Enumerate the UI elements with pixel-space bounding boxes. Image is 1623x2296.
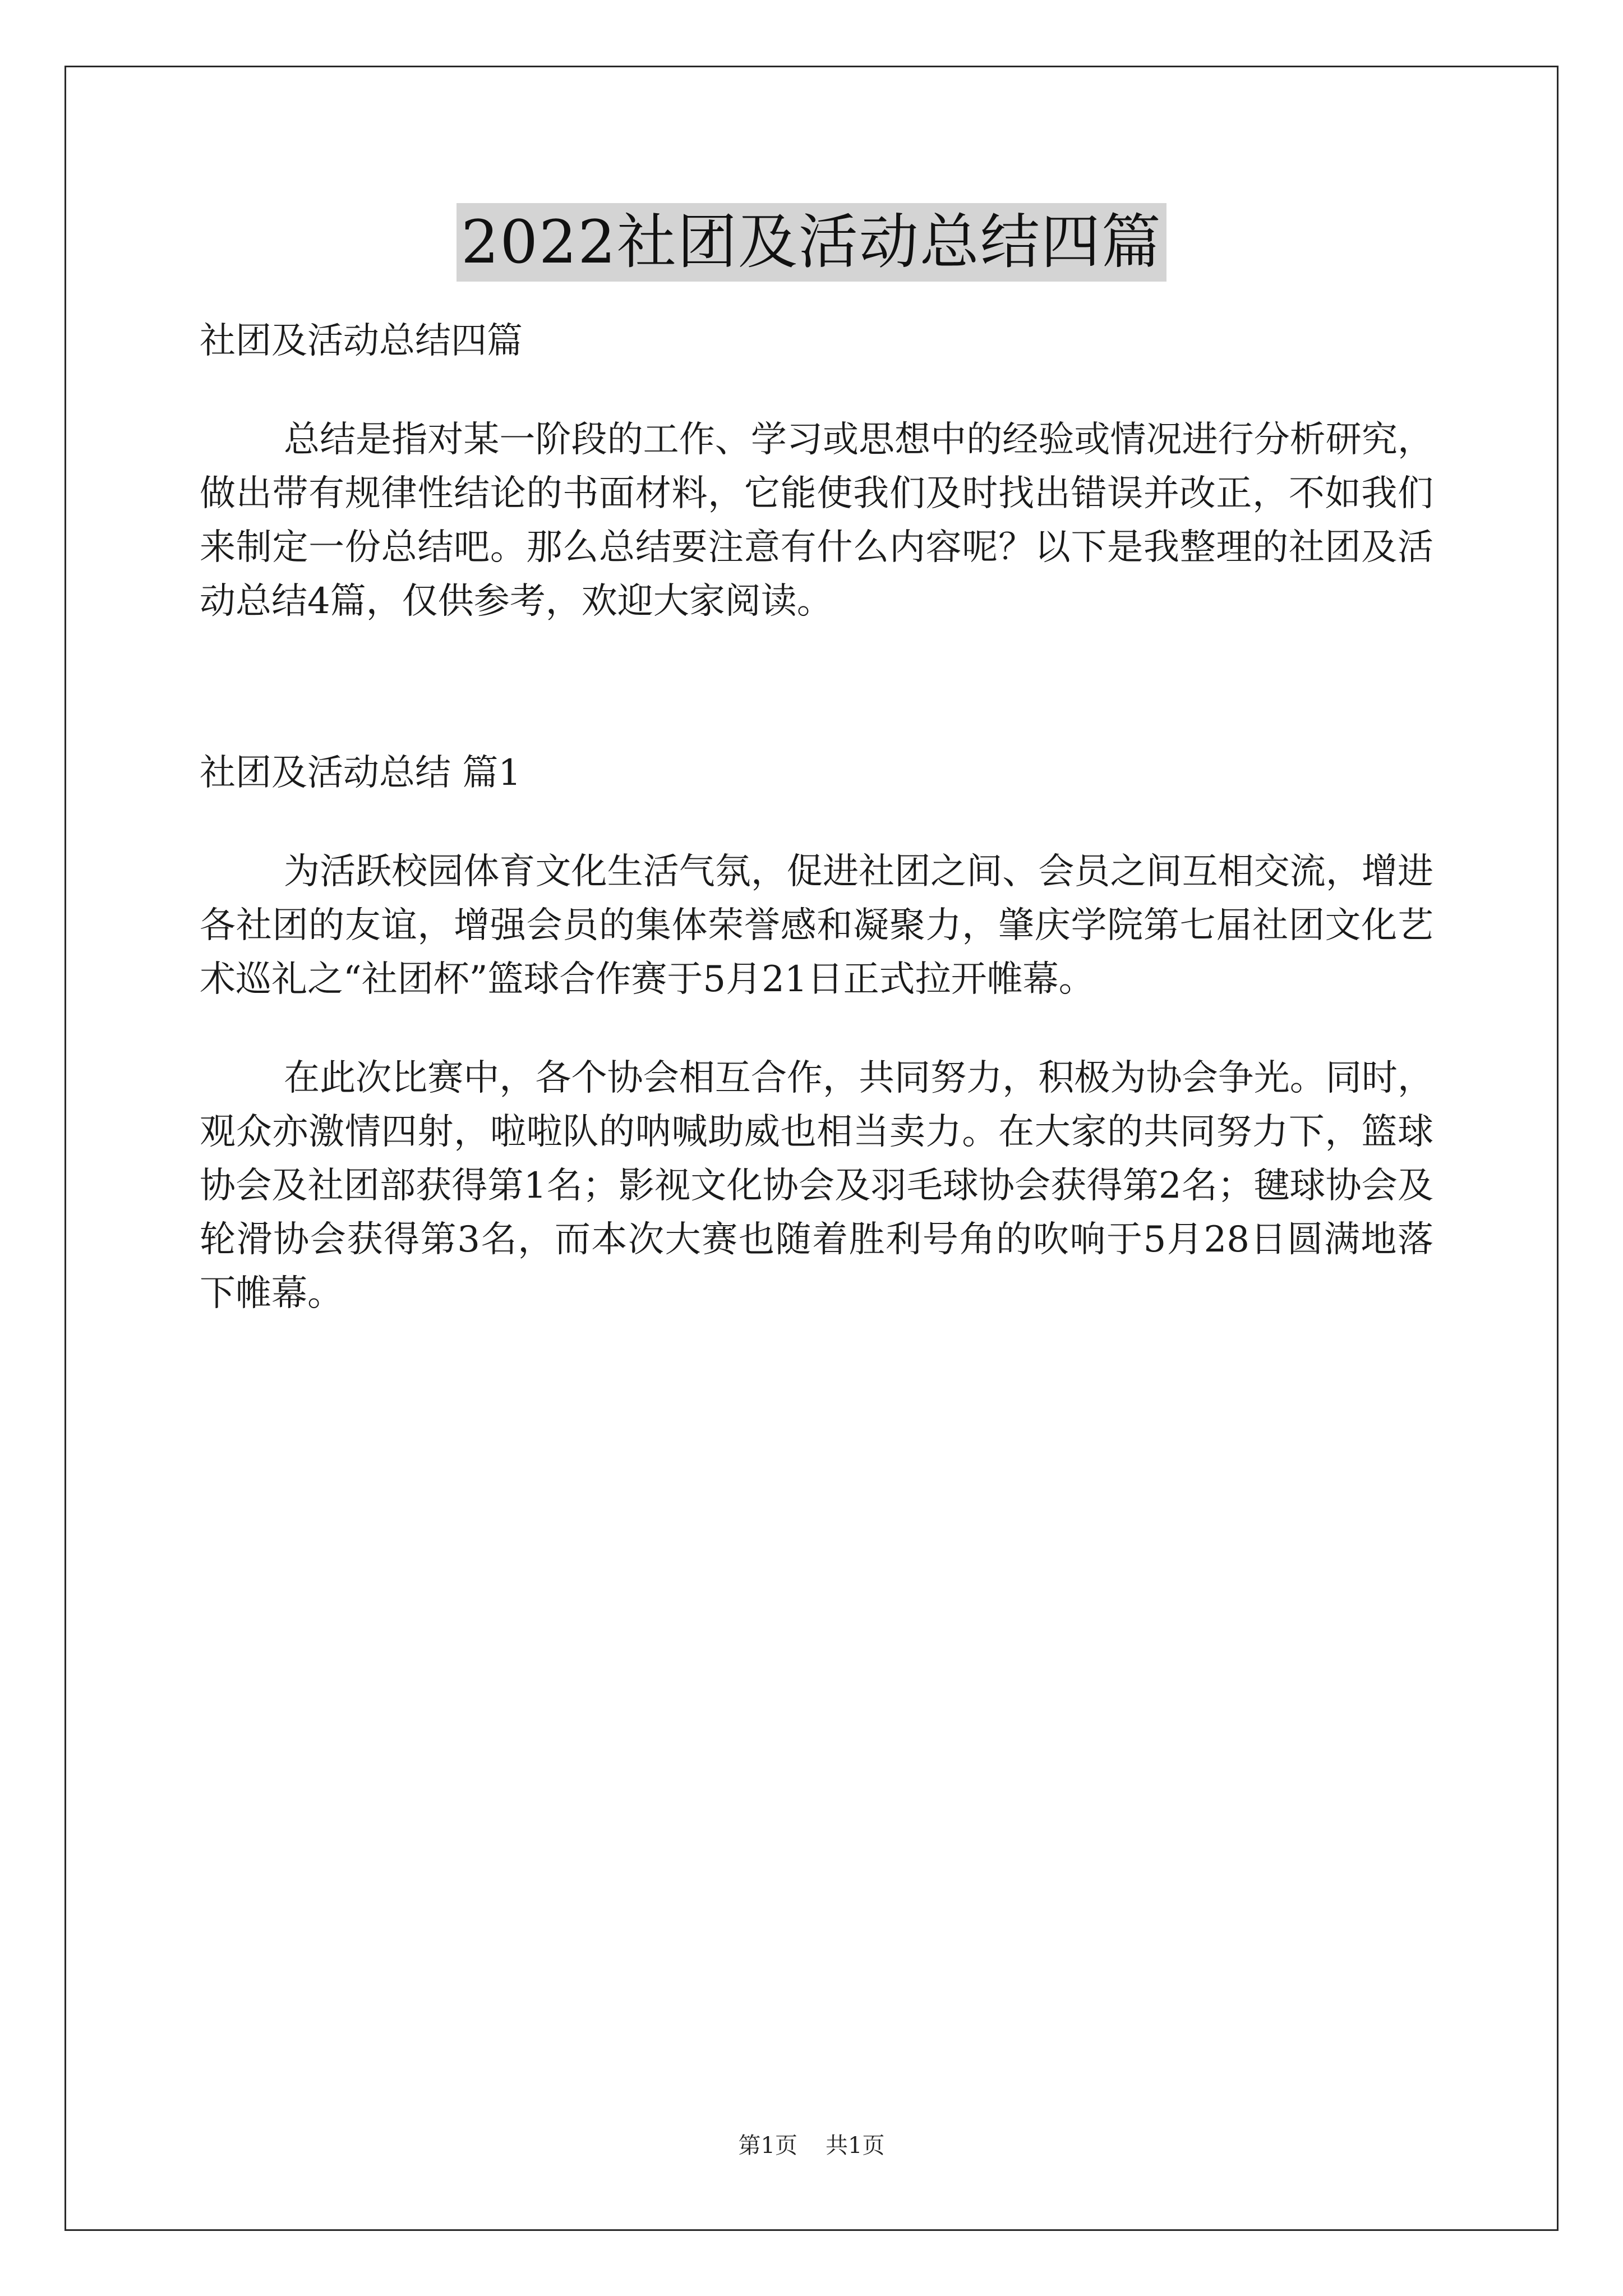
section-heading: 社团及活动总结 篇1 <box>200 752 522 794</box>
body-paragraph-1: 为活跃校园体育文化生活气氛，促进社团之间、会员之间互相交流，增进各社团的友谊，增强会员的集体荣誉感和凝聚力，肇庆学院第七届社团文化艺术巡礼之“社团杯”篮球合作赛于5月21日正式拉开帷幕。 <box>200 851 1433 1000</box>
document-subtitle: 社团及活动总结四篇 <box>200 320 523 362</box>
body-paragraph-2: 在此次比赛中，各个协会相互合作，共同努力，积极为协会争光。同时，观众亦激情四射，啦啦队的呐喊助威也相当卖力。在大家的共同努力下，篮球协会及社团部获得第1名；影视文化协会及羽毛球协会获得第2名；毽球协会及轮滑协会获得第3名，而本次大赛也随着胜利号角的吹响于5月28日圆满地落下帷幕。 <box>200 1057 1433 1314</box>
document-title: 2022社团及活动总结四篇 <box>457 203 1166 282</box>
document-body <box>200 314 1433 1320</box>
intro-paragraph: 总结是指对某一阶段的工作、学习或思想中的经验或情况进行分析研究，做出带有规律性结论的书面材料，它能使我们及时找出错误并改正，不如我们来制定一份总结吧。那么总结要注意有什么内容呢？以下是我整理的社团及活动总结4篇，仅供参考，欢迎大家阅读。 <box>200 419 1433 622</box>
page-number-total: 共1页 <box>826 2133 885 2159</box>
page-number-current: 第1页 <box>738 2133 797 2159</box>
page-footer <box>0 2129 1623 2162</box>
title-container <box>0 203 1623 282</box>
